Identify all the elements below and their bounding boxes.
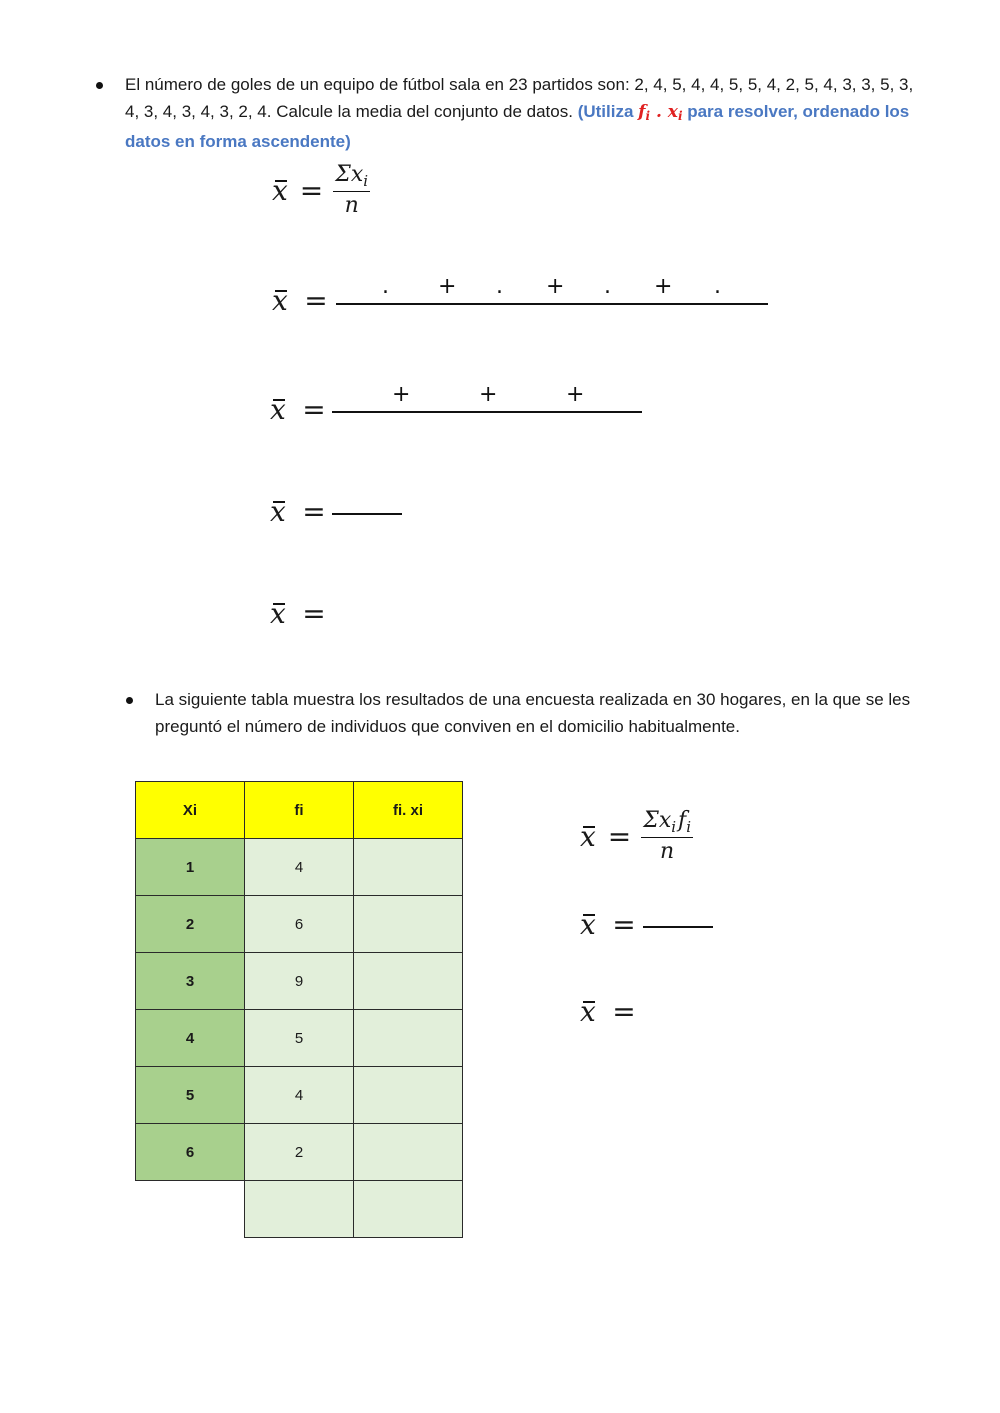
table-total-row [136,1181,463,1238]
cell-fi: 6 [245,896,354,953]
header-fi-xi: fi. xi [354,782,463,839]
mean-row-5-lhs [270,597,326,630]
frequency-table [135,781,463,1238]
total-row-spacer [136,1181,245,1238]
fraction [641,808,693,864]
mean-row-2-lhs [272,284,328,317]
table-row [136,839,463,896]
cell-fi: 5 [245,1010,354,1067]
fraction-numerator: $\Sigma x_if_i$ [643,808,692,836]
row-3-plus: + [392,382,411,407]
row-2-dot: . [382,274,389,299]
row-2-dot: . [604,274,611,299]
answer-line-row-2 [336,303,768,305]
problem-1-period: . [568,101,573,121]
table-row [136,896,463,953]
problem-1-text: El número de goles de un equipo de fútbol sala en 23 partidos son: 2, 4, 5, 4, 4, 5, 5, 4, 2, 5, 4, 3, 3, 5, 3, 4, 3, 4, 3, 4, 3, 2, 4. Calcule la media del conjunto de datos [125,75,914,121]
header-fi: fi [245,782,354,839]
table-row [136,1124,463,1181]
hint-open: (Utiliza [572,101,639,121]
problem-2-statement: La siguiente tabla muestra los resultados de una encuesta realizada en 30 hogares, en la que se les preguntó el número de individuos que conviven en el domicilio habitualmente. [155,690,911,736]
equals-sign: = [302,393,326,426]
row-3-plus: + [479,382,498,407]
xbar-symbol: x [580,819,596,853]
mean-row-3b-lhs [580,995,636,1028]
row-2-plus: + [438,274,457,299]
cell-fi: 2 [245,1124,354,1181]
cell-xi: 3 [136,953,245,1010]
cell-xi: 5 [136,1067,245,1124]
xbar-symbol: x [270,597,286,630]
cell-fi-xi-input[interactable] [354,953,463,1010]
mean-row-2b-lhs [580,908,636,941]
cell-fi-xi-input[interactable] [354,1067,463,1124]
xbar-symbol: x [580,908,596,941]
header-xi: Xi [136,782,245,839]
cell-fi-total-input[interactable] [245,1181,354,1238]
equals-sign: = [612,908,636,941]
equals-sign: = [607,819,632,853]
cell-xi: 6 [136,1124,245,1181]
cell-fi-xi-total-input[interactable] [354,1181,463,1238]
problem-1-statement [125,72,915,156]
hint-fi-symbol: $f_i$ . $x_i$ [638,101,683,123]
xbar-symbol: x [270,495,286,528]
xbar-symbol: x [580,995,596,1028]
cell-xi: 1 [136,839,245,896]
cell-fi-xi-input[interactable] [354,896,463,953]
mean-formula-2 [580,808,693,864]
mean-formula-1 [272,162,370,218]
cell-fi-xi-input[interactable] [354,839,463,896]
fraction-denominator: n [660,839,675,864]
row-2-dot: . [496,274,503,299]
cell-fi: 4 [245,1067,354,1124]
row-2-dot: . [714,274,721,299]
row-2-plus: + [546,274,565,299]
bullet-icon [126,697,133,704]
bullet-icon [96,82,103,89]
fraction-numerator: $\Sigma x_i$ [335,162,369,190]
table-row [136,1067,463,1124]
xbar-symbol: x [270,393,286,426]
fraction-denominator: n [344,193,359,218]
table-row [136,953,463,1010]
row-2-plus: + [654,274,673,299]
fraction [333,162,370,218]
mean-row-3-lhs [270,393,326,426]
mean-row-4-lhs [270,495,326,528]
row-3-plus: + [566,382,585,407]
cell-fi: 4 [245,839,354,896]
equals-sign: = [302,597,326,630]
answer-line-row-2b [643,926,713,928]
answer-line-row-3 [332,411,642,413]
xbar-symbol: x [272,173,288,207]
equals-sign: = [302,495,326,528]
xbar-symbol: x [272,284,288,317]
hint-close: para resolver, ordenado los datos en forma ascendente) [125,101,910,151]
equals-sign: = [299,173,324,207]
cell-fi-xi-input[interactable] [354,1010,463,1067]
cell-xi: 2 [136,896,245,953]
cell-fi: 9 [245,953,354,1010]
table-header-row [136,782,463,839]
answer-line-row-4 [332,513,402,515]
cell-xi: 4 [136,1010,245,1067]
table-row [136,1010,463,1067]
equals-sign: = [612,995,636,1028]
cell-fi-xi-input[interactable] [354,1124,463,1181]
equals-sign: = [304,284,328,317]
